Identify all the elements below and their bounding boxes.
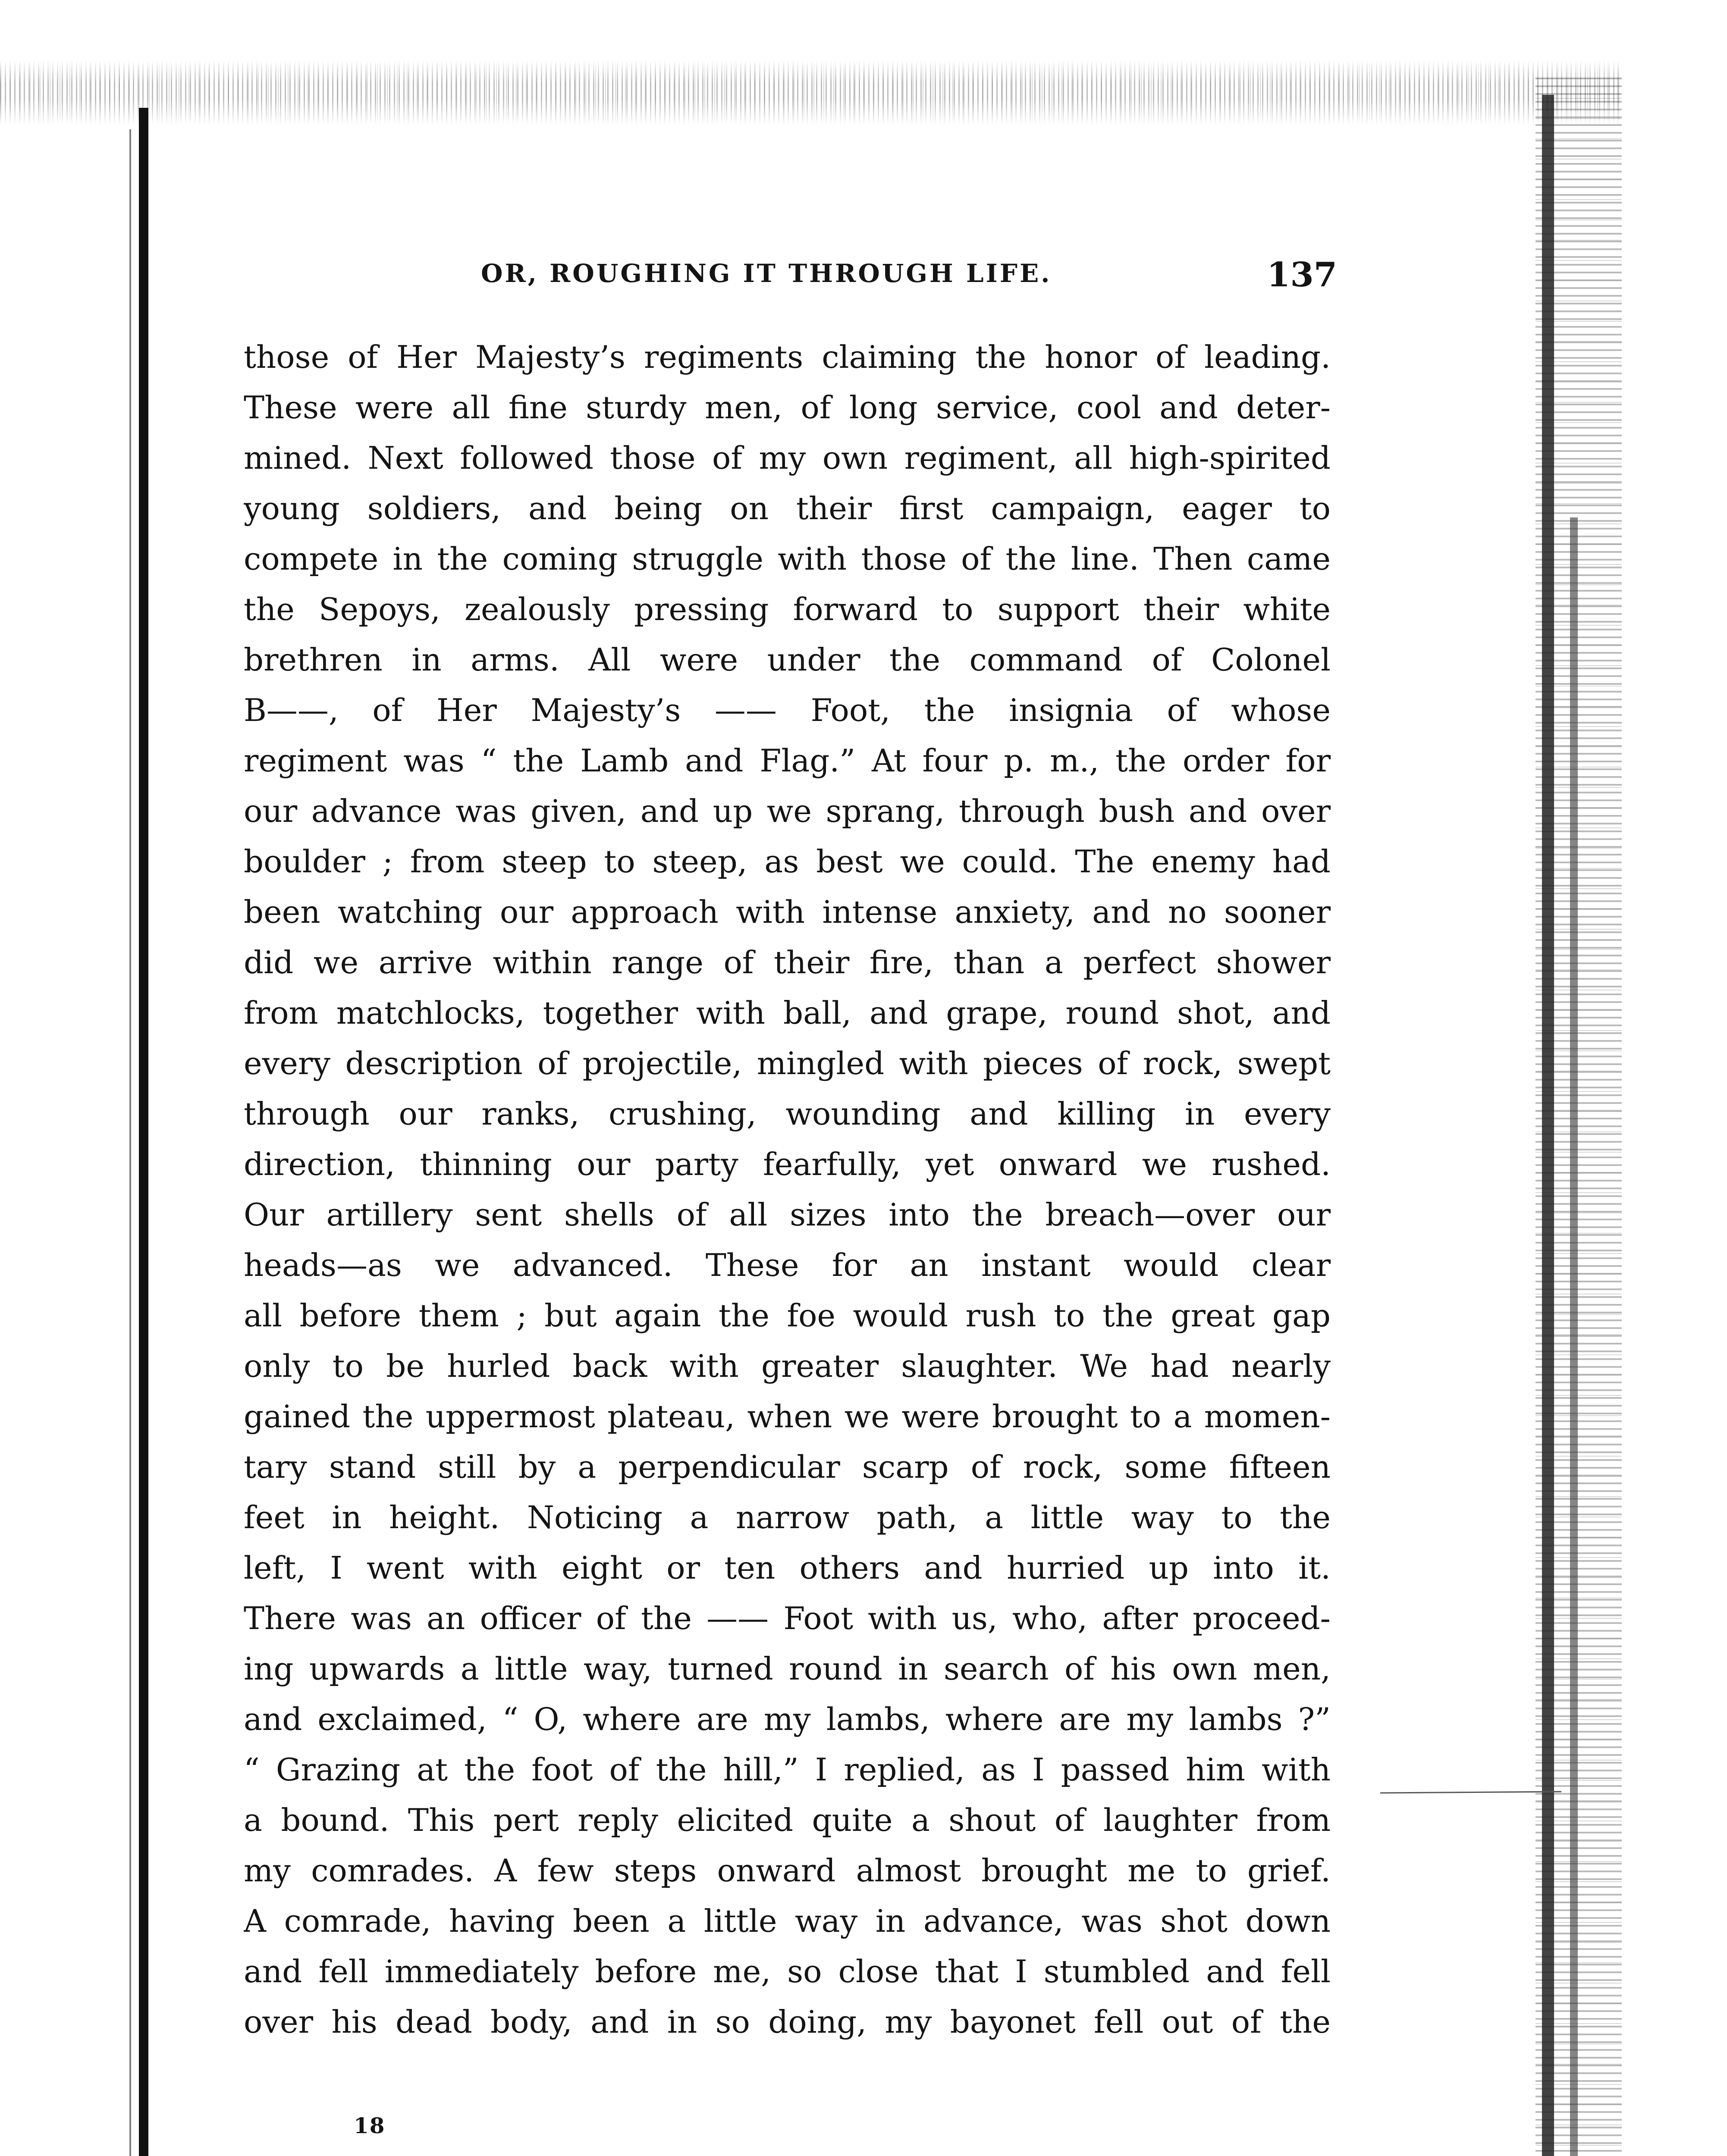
text-line: brethren in arms. All were under the command of Colonel: [244, 642, 1331, 678]
body-text: [244, 332, 1331, 2047]
text-line: feet in height. Noticing a narrow path, a little way to the: [244, 1499, 1331, 1536]
text-line: B——, of Her Majesty’s —— Foot, the insignia of whose: [244, 692, 1331, 728]
text-line: and fell immediately before me, so close that I stumbled and fell: [244, 1953, 1331, 1990]
text-line: ing upwards a little way, turned round in search of his own men,: [244, 1651, 1331, 1687]
scan-noise-top: [0, 60, 1622, 125]
binding-shadow-thin: [129, 129, 131, 2156]
text-line: those of Her Majesty’s regiments claiming the honor of leading.: [244, 339, 1331, 375]
text-line: mined. Next followed those of my own regiment, all high-spirited: [244, 440, 1331, 476]
page-edge-shadow-inner: [1570, 517, 1578, 2156]
text-line: a bound. This pert reply elicited quite a shout of laughter from: [244, 1802, 1331, 1838]
stray-pen-mark: [1380, 1791, 1561, 1794]
text-line: A comrade, having been a little way in advance, was shot down: [244, 1903, 1331, 1939]
text-line: regiment was “ the Lamb and Flag.” At four p. m., the order for: [244, 743, 1331, 779]
binding-shadow: [139, 108, 148, 2156]
text-line: gained the uppermost plateau, when we were brought to a momen-: [244, 1398, 1331, 1435]
text-line: tary stand still by a perpendicular scarp of rock, some fifteen: [244, 1449, 1331, 1485]
text-line: There was an officer of the —— Foot with us, who, after proceed-: [244, 1600, 1331, 1636]
text-line: did we arrive within range of their fire, than a perfect shower: [244, 944, 1331, 981]
text-line: through our ranks, crushing, wounding and killing in every: [244, 1096, 1331, 1132]
text-line: left, I went with eight or ten others and hurried up into it.: [244, 1550, 1331, 1586]
page-number: 137: [1267, 255, 1337, 295]
text-line: my comrades. A few steps onward almost brought me to grief.: [244, 1852, 1331, 1889]
text-line: our advance was given, and up we sprang, through bush and over: [244, 793, 1331, 829]
running-head: OR, ROUGHING IT THROUGH LIFE.: [481, 259, 1052, 288]
text-line: the Sepoys, zealously pressing forward to support their white: [244, 591, 1331, 627]
text-line: Our artillery sent shells of all sizes into the breach—over our: [244, 1197, 1331, 1233]
text-line: every description of projectile, mingled with pieces of rock, swept: [244, 1045, 1331, 1081]
text-line: been watching our approach with intense anxiety, and no sooner: [244, 894, 1331, 930]
text-line: and exclaimed, “ O, where are my lambs, where are my lambs ?”: [244, 1701, 1331, 1737]
text-line: all before them ; but again the foe would rush to the great gap: [244, 1297, 1331, 1334]
text-line: compete in the coming struggle with those of the line. Then came: [244, 541, 1331, 577]
page-header: [246, 255, 1337, 306]
text-line: “ Grazing at the foot of the hill,” I replied, as I passed him with: [244, 1752, 1331, 1788]
text-line: young soldiers, and being on their first campaign, eager to: [244, 490, 1331, 526]
text-line: direction, thinning our party fearfully, yet onward we rushed.: [244, 1146, 1331, 1182]
text-line: boulder ; from steep to steep, as best we could. The enemy had: [244, 843, 1331, 880]
text-line: These were all fine sturdy men, of long service, cool and deter-: [244, 389, 1331, 426]
text-line: heads—as we advanced. These for an instant would clear: [244, 1247, 1331, 1283]
text-line: over his dead body, and in so doing, my bayonet fell out of the: [244, 2004, 1331, 2040]
text-line: only to be hurled back with greater slaughter. We had nearly: [244, 1348, 1331, 1384]
signature-mark: 18: [354, 2113, 386, 2138]
text-line: from matchlocks, together with ball, and grape, round shot, and: [244, 995, 1331, 1031]
page-edge-shadow: [1542, 95, 1554, 2156]
